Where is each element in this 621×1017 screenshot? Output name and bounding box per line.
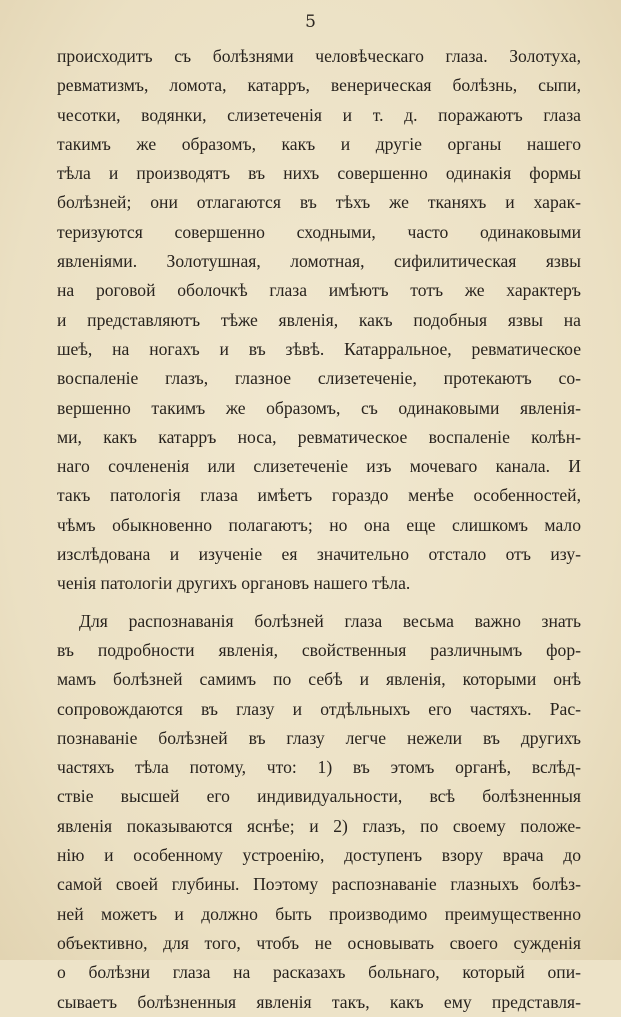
text-line: происходитъ съ болѣзнями человѣческаго глаза. Золотуха, [57,46,581,66]
text-line: чѣмъ обыкновенно полагаютъ; но она еще слишкомъ мало [57,514,581,535]
text-line: болѣзней; они отлагаются въ тѣхъ же тканяхъ и харак- [57,192,581,213]
text-line: ствіе высшей его индивидуальности, всѣ болѣзненныя [57,786,581,807]
text-line: о болѣзни глаза на расказахъ больнаго, который опи- [57,962,581,983]
page-text [57,42,581,1017]
text-line: вершенно такимъ же образомъ, съ одинаковыми явленія- [57,397,581,418]
page-number: 5 [305,12,316,32]
text-line: сопровождаются въ глазу и отдѣльныхъ его частяхъ. Рас- [57,698,581,719]
text-line: сываетъ болѣзненныя явленія такъ, какъ ему представля- [57,991,581,1012]
text-line: въ подробности явленія, свойственныя различнымъ фор- [57,639,581,660]
paragraph-1 [57,42,581,599]
text-line: такимъ же образомъ, какъ и другіе органы нашего [57,133,581,154]
text-line: мамъ болѣзней самимъ по себѣ и явленія, которыми онѣ [57,669,581,690]
text-line: наго сочлененія или слизетеченіе изъ мочеваго канала. И [57,456,581,477]
text-line: ней можетъ и должно быть производимо преимущественно [57,903,581,924]
text-line: изслѣдована и изученіе ея значительно отстало отъ изу- [57,544,581,565]
text-line: и представляютъ тѣже явленія, какъ подобныя язвы на [57,309,581,330]
text-line: ревматизмъ, ломота, катарръ, венерическая болѣзнь, сыпи, [57,75,581,96]
text-line: шеѣ, на ногахъ и въ зѣвѣ. Катарральное, ревматическое [57,338,581,359]
text-line: воспаленіе глазъ, глазное слизетеченіе, протекаютъ со- [57,368,581,389]
text-line: на роговой оболочкѣ глаза имѣютъ тотъ же характеръ [57,280,581,301]
text-line: познаваніе болѣзней въ глазу легче нежели въ другихъ [57,727,581,748]
text-line: ми, какъ катарръ носа, ревматическое воспаленіе колѣн- [57,426,581,447]
text-line: ченія патологіи другихъ органовъ нашего тѣла. [57,573,411,594]
text-line: объективно, для того, чтобъ не основывать своего сужденія [57,932,581,953]
text-line: Для распознаванія болѣзней глаза весьма важно знать [79,610,581,631]
text-line: теризуются совершенно сходными, часто одинаковыми [57,221,581,242]
text-line: явленія показываются яснѣе; и 2) глазъ, по своему положе- [57,815,581,836]
text-line: явленіями. Золотушная, ломотная, сифилитическая язвы [57,251,581,272]
text-line: частяхъ тѣла потому, что: 1) въ этомъ органѣ, вслѣд- [57,757,581,778]
text-line: тѣла и производятъ въ нихъ совершенно одинакія формы [57,163,581,184]
text-line: такъ патологія глаза имѣетъ гораздо менѣе особенностей, [57,485,581,506]
text-line: чесотки, водянки, слизетеченія и т. д. поражаютъ глаза [57,104,581,125]
paragraph-2 [57,607,581,1017]
text-line: самой своей глубины. Поэтому распознаваніе глазныхъ болѣз- [57,874,581,895]
paragraph-gap [57,599,581,607]
text-line: нію и особенному устроенію, доступенъ взору врача до [57,845,581,866]
